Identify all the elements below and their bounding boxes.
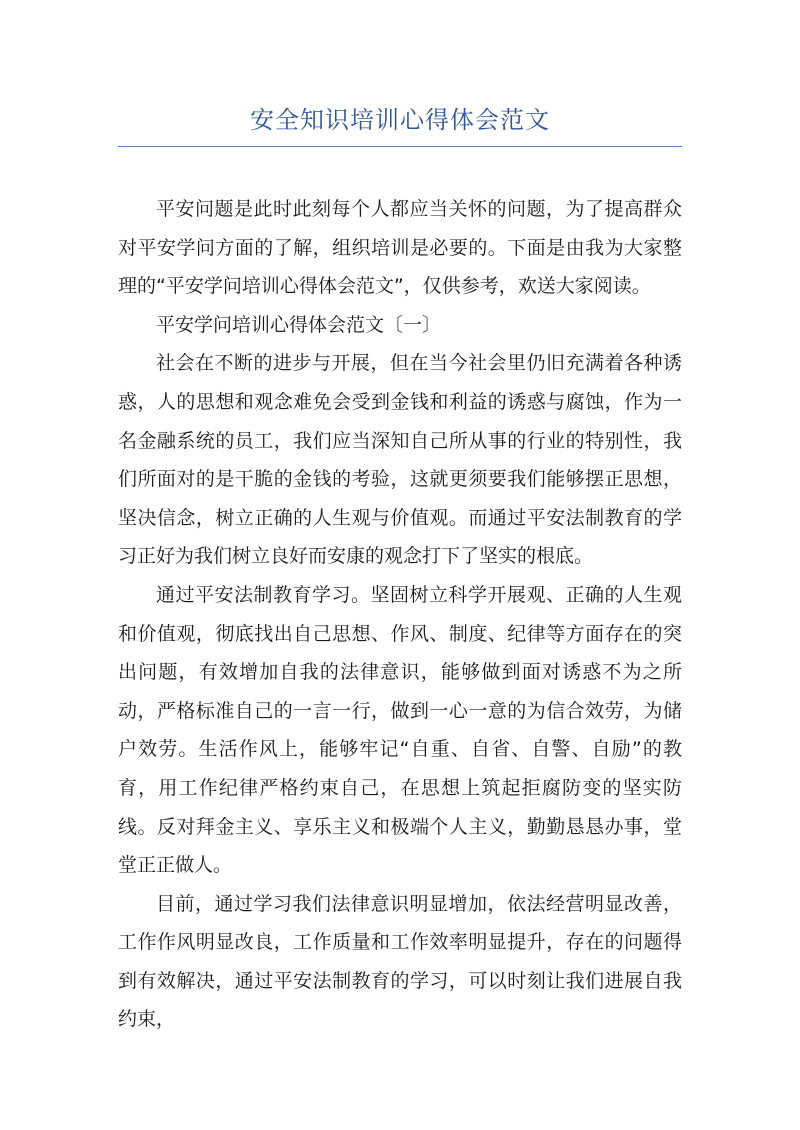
document-body: [118, 190, 682, 1039]
title-underline: [118, 146, 682, 147]
document-title: 安全知识培训心得体会范文: [250, 106, 550, 134]
paragraph-body: 目前，通过学习我们法律意识明显增加，依法经营明显改善，工作作风明显改良，工作质量和工作效率明显提升，存在的问题得到有效解决，通过平安法制教育的学习，可以时刻让我们进展自我约束，: [118, 892, 682, 1031]
section-heading: 平安学问培训心得体会范文〔一〕: [156, 313, 442, 336]
paragraph-body: 通过平安法制教育学习。坚固树立科学开展观、正确的人生观和价值观，彻底找出自己思想、作风、制度、纪律等方面存在的突出问题，有效增加自我的法律意识，能够做到面对诱惑不为之所动，严格标准自己的一言一行，做到一心一意的为信合效劳，为储户效劳。生活作风上，能够牢记“自重、自省、自警、自励”的教育，用工作纪律严格约束自己，在思想上筑起拒腐防变的坚实防线。反对拜金主义、享乐主义和极端个人主义，勤勤恳恳办事，堂堂正正做人。: [118, 583, 682, 877]
paragraph-body: 社会在不断的进步与开展，但在当今社会里仍旧充满着各种诱惑，人的思想和观念难免会受到金钱和利益的诱惑与腐蚀，作为一名金融系统的员工，我们应当深知自己所从事的行业的特别性，我们所面对的是干脆的金钱的考验，这就更须要我们能够摆正思想，坚决信念，树立正确的人生观与价值观。而通过平安法制教育的学习正好为我们树立良好而安康的观念打下了坚实的根底。: [118, 352, 682, 568]
paragraph-intro: 平安问题是此时此刻每个人都应当关怀的问题，为了提高群众对平安学问方面的了解，组织培训是必要的。下面是由我为大家整理的“平安学问培训心得体会范文”，仅供参考，欢送大家阅读。: [118, 198, 682, 298]
